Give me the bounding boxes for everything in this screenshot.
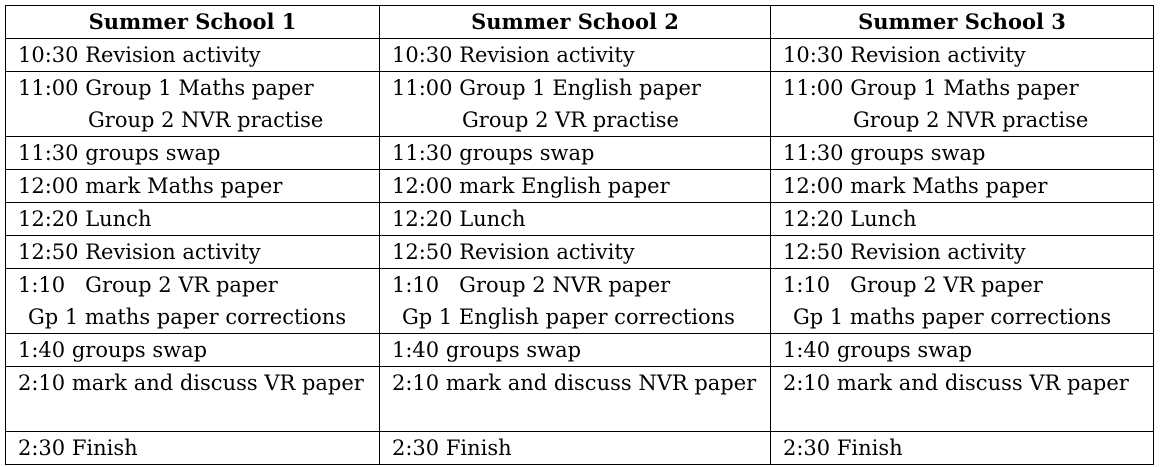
table-cell: 12:20 Lunch — [6, 203, 380, 236]
table-cell: 1:40 groups swap — [6, 334, 380, 367]
table-row — [6, 269, 1154, 334]
table-cell — [6, 72, 380, 137]
table-cell — [771, 72, 1154, 137]
table-cell: 11:30 groups swap — [6, 137, 380, 170]
table-row — [6, 39, 1154, 72]
table-cell: 10:30 Revision activity — [380, 39, 771, 72]
summer-school-schedule-table — [5, 5, 1154, 465]
header-row — [6, 6, 1154, 39]
table-cell: 10:30 Revision activity — [771, 39, 1154, 72]
table-row — [6, 367, 1154, 432]
table-cell: 12:50 Revision activity — [771, 236, 1154, 269]
table-cell: 10:30 Revision activity — [6, 39, 380, 72]
cell-line: 1:10 Group 2 VR paper — [18, 273, 278, 297]
table-cell: 11:30 groups swap — [771, 137, 1154, 170]
cell-line: 1:10 Group 2 VR paper — [783, 273, 1043, 297]
table-cell: 2:30 Finish — [380, 432, 771, 465]
column-header-summer-school-2: Summer School 2 — [380, 6, 771, 39]
cell-line: 11:00 Group 1 Maths paper — [18, 76, 314, 100]
cell-line: 11:00 Group 1 Maths paper — [783, 76, 1079, 100]
table-cell — [380, 367, 771, 432]
table-row — [6, 203, 1154, 236]
table-row — [6, 72, 1154, 137]
table-cell — [380, 269, 771, 334]
cell-line: 1:10 Group 2 NVR paper — [392, 273, 671, 297]
table-cell: 1:40 groups swap — [771, 334, 1154, 367]
cell-line: Group 2 VR practise — [462, 108, 679, 132]
table-cell: 1:40 groups swap — [380, 334, 771, 367]
cell-text: 2:10 mark and discuss VR paper — [18, 371, 364, 395]
table-cell: 11:30 groups swap — [380, 137, 771, 170]
table-cell: 12:50 Revision activity — [6, 236, 380, 269]
table-cell: 12:20 Lunch — [771, 203, 1154, 236]
cell-text: 2:10 mark and discuss NVR paper — [392, 371, 757, 395]
table-cell — [380, 72, 771, 137]
table-cell: 12:00 mark Maths paper — [6, 170, 380, 203]
column-header-summer-school-3: Summer School 3 — [771, 6, 1154, 39]
table-cell — [771, 269, 1154, 334]
table-row — [6, 137, 1154, 170]
table-cell: 12:00 mark English paper — [380, 170, 771, 203]
table-row — [6, 170, 1154, 203]
table-row — [6, 334, 1154, 367]
table-row — [6, 432, 1154, 465]
cell-line: Gp 1 maths paper corrections — [28, 305, 347, 329]
table-cell: 2:30 Finish — [771, 432, 1154, 465]
cell-line: 11:00 Group 1 English paper — [392, 76, 701, 100]
cell-text: 2:10 mark and discuss VR paper — [783, 371, 1129, 395]
table-cell: 2:30 Finish — [6, 432, 380, 465]
table-cell: 12:00 mark Maths paper — [771, 170, 1154, 203]
table-cell — [6, 269, 380, 334]
table-cell: 12:20 Lunch — [380, 203, 771, 236]
cell-line: Gp 1 English paper corrections — [402, 305, 735, 329]
cell-line: Group 2 NVR practise — [88, 108, 324, 132]
table-cell — [6, 367, 380, 432]
cell-line: Gp 1 maths paper corrections — [793, 305, 1112, 329]
schedule-document — [5, 5, 1154, 465]
table-cell: 12:50 Revision activity — [380, 236, 771, 269]
column-header-summer-school-1: Summer School 1 — [6, 6, 380, 39]
table-cell — [771, 367, 1154, 432]
table-row — [6, 236, 1154, 269]
cell-line: Group 2 NVR practise — [853, 108, 1089, 132]
